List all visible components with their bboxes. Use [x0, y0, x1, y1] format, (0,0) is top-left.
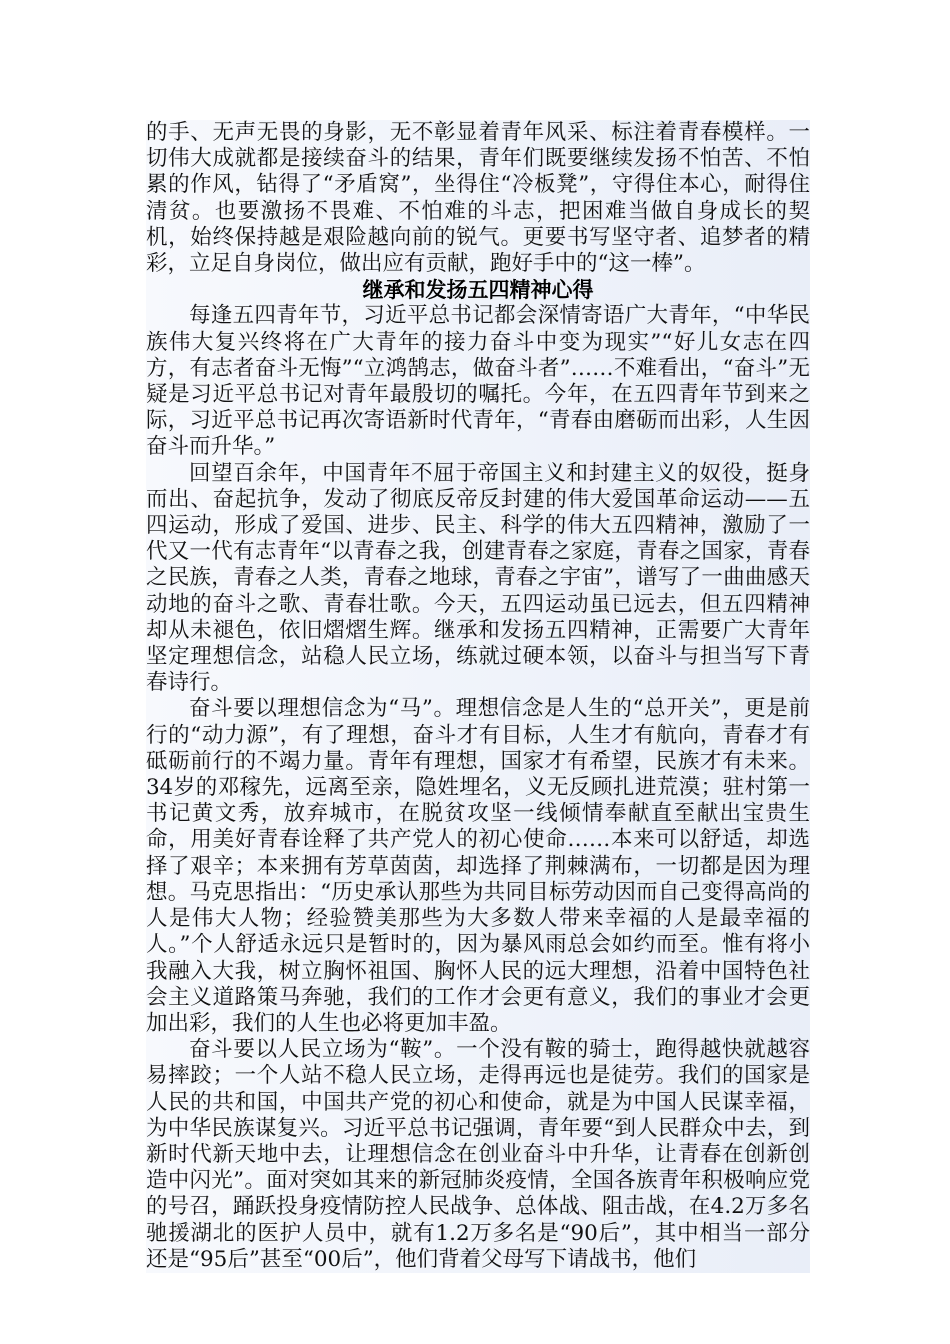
- body-paragraph-4: 奋斗要以人民立场为“鞍”。一个没有鞍的骑士，跑得越快就越容易摔跤；一个人站不稳人民立场，走得再远也是徒劳。我们的国家是人民的共和国，中国共产党的初心和使命，就是为中国人民谋幸福，为中华民族谋复兴。习近平总书记强调，青年要“到人民群众中去，到新时代新天地中去，让理想信念在创业奋斗中升华，让青春在创新创造中闪光”。面对突如其来的新冠肺炎疫情，全国各族青年积极响应党的号召，踊跃投身疫情防控人民战争、总体战、阻击战，在4.2万多名驰援湖北的医护人员中，就有1.2万多名是“90后”，其中相当一部分还是“95后”甚至“00后”，他们背着父母写下请战书，他们: [146, 1037, 810, 1272]
- body-paragraph-3: 奋斗要以理想信念为“马”。理想信念是人生的“总开关”，更是前行的“动力源”，有了理想，奋斗才有目标，人生才有航向，青春才有砥砺前行的不竭力量。青年有理想，国家才有希望，民族才有未来。34岁的邓稼先，远离至亲，隐姓埋名，义无反顾扎进荒漠；驻村第一书记黄文秀，放弃城市，在脱贫攻坚一线倾情奉献直至献出宝贵生命，用美好青春诠释了共产党人的初心使命……本来可以舒适，却选择了艰辛；本来拥有芳草茵茵，却选择了荆棘满布，一切都是因为理想。马克思指出：“历史承认那些为共同目标劳动因而自己变得高尚的人是伟大人物；经验赞美那些为大多数人带来幸福的人是最幸福的人。”个人舒适永远只是暂时的，因为暴风雨总会如约而至。惟有将小我融入大我，树立胸怀祖国、胸怀人民的远大理想，沿着中国特色社会主义道路策马奔驰，我们的工作才会更有意义，我们的事业才会更加出彩，我们的人生也必将更加丰盈。: [146, 696, 810, 1036]
- intro-paragraph: 的手、无声无畏的身影，无不彰显着青年风采、标注着青春模样。一切伟大成就都是接续奋斗的结果，青年们既要继续发扬不怕苦、不怕累的作风，钻得了“矛盾窝”，坐得住“冷板凳”，守得住本心，耐得住清贫。也要激扬不畏难、不怕难的斗志，把困难当做自身成长的契机，始终保持越是艰险越向前的锐气。更要书写坚守者、追梦者的精彩，立足自身岗位，做出应有贡献，跑好手中的“这一棒”。: [146, 120, 811, 277]
- body-paragraph-2: 回望百余年，中国青年不屈于帝国主义和封建主义的奴役，挺身而出、奋起抗争，发动了彻底反帝反封建的伟大爱国革命运动——五四运动，形成了爱国、进步、民主、科学的伟大五四精神，激励了一代又一代有志青年“以青春之我，创建青春之家庭，青春之国家，青春之民族，青春之人类，青春之地球，青春之宇宙”，谱写了一曲曲感天动地的奋斗之歌、青春壮歌。今天，五四运动虽已远去，但五四精神却从未褪色，依旧熠熠生辉。继承和发扬五四精神，正需要广大青年坚定理想信念，站稳人民立场，练就过硬本领，以奋斗与担当写下青春诗行。: [146, 460, 810, 696]
- section-title: 继承和发扬五四精神心得: [146, 277, 810, 303]
- body-paragraph-1: 每逢五四青年节，习近平总书记都会深情寄语广大青年，“中华民族伟大复兴终将在广大青年的接力奋斗中变为现实”“好儿女志在四方，有志者奋斗无悔”“立鸿鹄志，做奋斗者”……不难看出，“奋斗”无疑是习近平总书记对青年最殷切的嘱托。今年，在五四青年节到来之际，习近平总书记再次寄语新时代青年，“青春由磨砺而出彩，人生因奋斗而升华。”: [146, 303, 810, 460]
- document-page: [146, 120, 810, 1273]
